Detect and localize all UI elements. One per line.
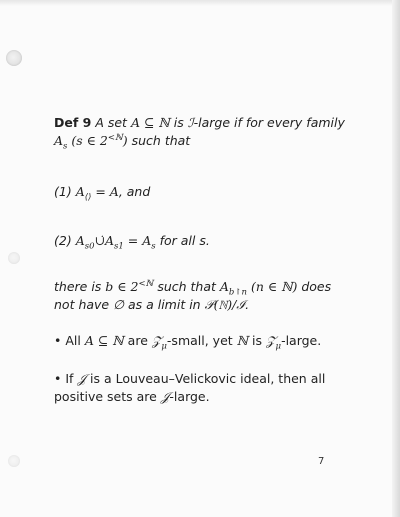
math-naturals: ℕ [236,333,249,348]
math-ideal: 𝒥 [77,371,87,386]
conclusion-text: . [245,297,250,312]
math-set: A [104,233,115,248]
bullet-text: If [61,371,78,386]
math-paren: ) [122,133,128,148]
math-emptyset: ∅ [113,297,124,312]
math-equals: = A [123,233,152,248]
conclusion-text: not have [54,297,114,312]
math-subscript: ⟨⟩ [84,192,92,203]
math-subscript: s0 [84,241,95,252]
math-set: A [75,233,85,248]
math-subscript: μ [161,341,167,352]
math-subscript: s [63,141,68,152]
math-subset: A ⊆ ℕ [130,115,170,130]
math-subscript: s [151,241,156,252]
math-quotient: 𝒫(ℕ)/ℐ [204,297,246,312]
bullet-text: -large. [281,333,322,348]
math-superscript: <ℕ [138,278,154,289]
math-index: (n ∈ ℕ) [246,279,298,294]
math-subscript: μ [275,341,282,352]
math-index-set: (s ∈ 2 [71,133,108,148]
math-subscript: s1 [114,241,124,252]
condition-label: (2) [54,233,76,248]
math-subset: A ⊆ ℕ [84,333,124,348]
math-disjoint-union: ∪̇ [94,233,105,248]
condition-1 [54,183,366,201]
math-ideal: 𝒥 [160,389,170,404]
bullet-2 [54,370,366,406]
punch-hole-bottom [8,455,20,467]
bullet-text: All [61,333,85,348]
conclusion-line-2 [54,296,366,314]
math-subscript: b↾n [228,287,247,298]
definition-label: Def 9 [54,115,92,130]
math-lhs: A [75,184,85,199]
bullet-text: is a Louveau–Velickovic ideal, then all [86,371,326,386]
conclusion-line-1 [54,278,366,296]
conclusion-text: there is [54,279,106,294]
math-superscript: <ℕ [107,132,123,143]
bullet-2-line-1 [54,370,366,388]
scan-edge-right [392,0,400,517]
definition-block [54,114,366,150]
condition-label: (1) [54,184,76,199]
bullet-2-line-2 [54,388,366,406]
math-ideal: 𝒵 [151,333,162,348]
bullet-dot: • [54,371,62,386]
math-family: A [54,133,64,148]
bullet-text: -small, yet [166,333,237,348]
scan-edge-top [0,0,400,6]
math-set: A [219,279,229,294]
condition-text: , and [118,184,151,199]
math-element: b ∈ 2 [105,279,139,294]
conclusion-text: as a limit in [123,297,205,312]
math-ideal: 𝒵 [266,333,276,348]
definition-text: such that [127,133,191,148]
conclusion-block [54,278,366,314]
definition-text: A set [95,115,131,130]
definition-text: is [169,115,188,130]
page-number: 7 [318,456,325,467]
math-ideal: ℐ [187,115,194,130]
condition-2 [54,232,366,250]
punch-hole-middle [8,252,20,264]
definition-text: -large if for every family [193,115,345,130]
math-rhs: = A [91,184,119,199]
bullet-text: are [123,333,152,348]
bullet-1 [54,332,366,350]
bullet-text: -large. [169,389,210,404]
condition-text: for all s. [155,233,210,248]
conclusion-text: does [297,279,332,294]
definition-line-1 [54,114,366,132]
bullet-text: is [248,333,267,348]
bullet-text: positive sets are [54,389,161,404]
conclusion-text: such that [153,279,220,294]
punch-hole-top [6,50,22,66]
bullet-dot: • [54,333,62,348]
definition-line-2 [54,132,366,150]
